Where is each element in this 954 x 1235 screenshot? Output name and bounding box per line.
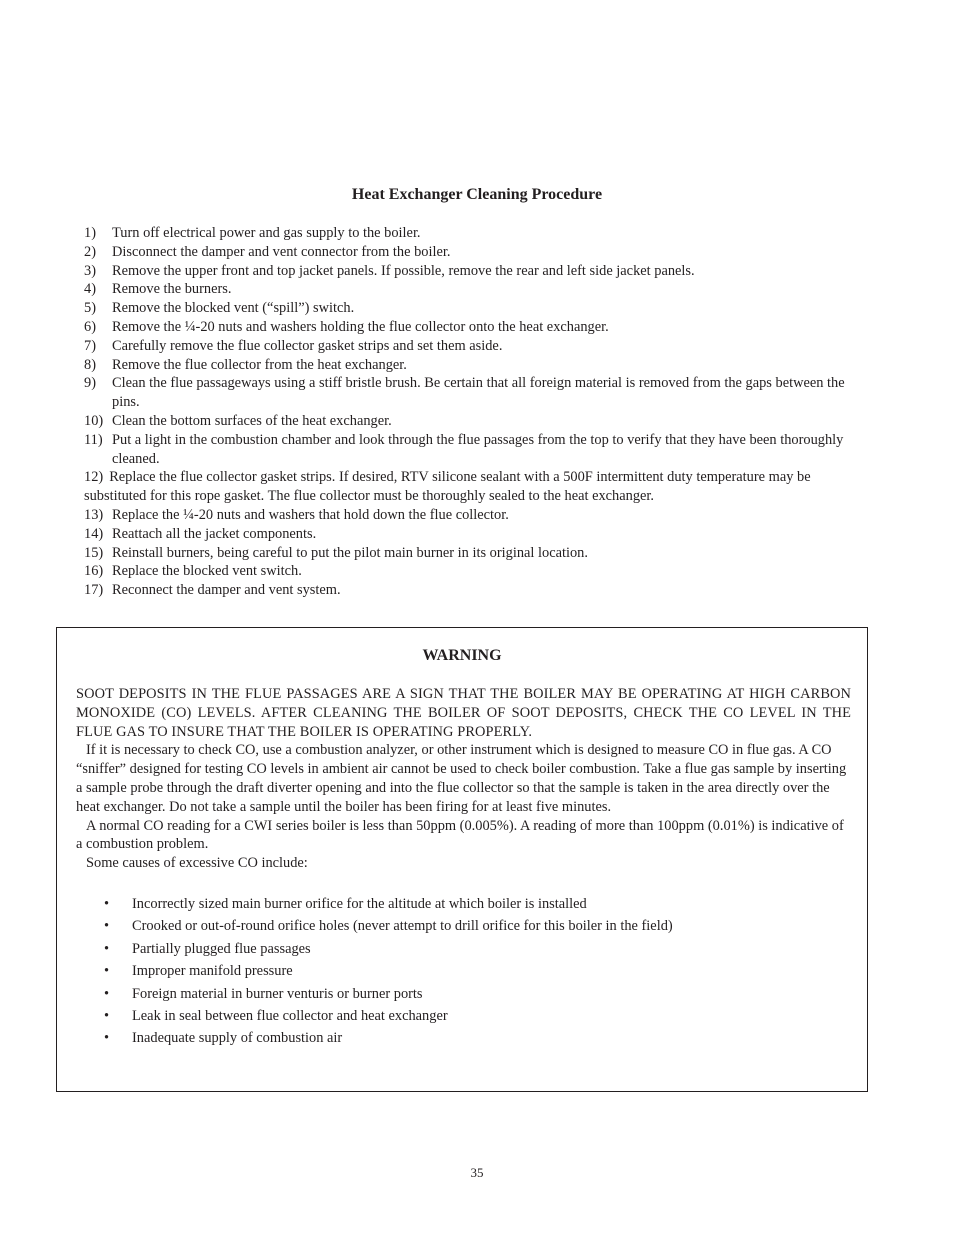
list-item — [104, 1027, 824, 1049]
bullet-icon: • — [104, 985, 110, 1002]
bullet-icon: • — [104, 896, 110, 912]
warning-caps-text: SOOT DEPOSITS IN THE FLUE PASSAGES ARE A SIGN THAT THE BOILER MAY BE OPERATING AT HIGH CARBON MONOXIDE (CO) LEVELS. AFTER CLEANING THE BOILER OF SOOT DEPOSITS, CHECK THE CO LEVEL IN THE FLUE GAS TO INSURE THAT THE BOILER IS OPERATING PROPERLY. — [76, 686, 851, 740]
step-item — [84, 243, 874, 262]
list-item-text: Foreign material in burner venturis or burner ports — [132, 985, 423, 1002]
step-item — [84, 562, 874, 581]
step-text: Replace the flue collector gasket strips. If desired, RTV silicone sealant with a 500F intermittent duty temperature may be substituted for this rope gasket. The flue collector must be thoroughly sealed to the heat exchanger. — [84, 469, 811, 505]
step-item — [84, 412, 874, 431]
step-item — [84, 337, 874, 356]
warning-box — [56, 627, 868, 1092]
list-item — [104, 960, 824, 982]
step-text: Clean the flue passageways using a stiff bristle brush. Be certain that all foreign material is removed from the gaps between the pins. — [112, 375, 845, 411]
step-item — [84, 581, 874, 600]
step-text: Remove the ¼-20 nuts and washers holding the flue collector onto the heat exchanger. — [112, 318, 609, 335]
list-item-text: Inadequate supply of combustion air — [132, 1030, 343, 1047]
step-item — [84, 318, 874, 337]
bullet-icon: • — [104, 1030, 110, 1047]
warning-paragraph: A normal CO reading for a CWI series boiler is less than 50ppm (0.005%). A reading of more than 100ppm (0.01%) is indicative of a combustion problem. — [76, 817, 844, 853]
list-item-text: Leak in seal between flue collector and heat exchanger — [132, 1007, 448, 1024]
list-item-text: Crooked or out-of-round orifice holes (never attempt to drill orifice for this boiler in the field) — [132, 918, 673, 935]
step-number: 14) — [84, 525, 104, 542]
step-number: 11) — [84, 431, 103, 448]
step-number: 3) — [84, 262, 96, 279]
bullet-icon: • — [104, 1007, 110, 1024]
step-text: Clean the bottom surfaces of the heat exchanger. — [112, 412, 392, 429]
step-text: Remove the burners. — [112, 281, 232, 298]
co-causes-list — [104, 893, 824, 1050]
warning-body — [76, 685, 851, 873]
step-item — [84, 262, 874, 281]
list-item-text: Partially plugged flue passages — [132, 940, 311, 957]
list-item — [104, 983, 824, 1005]
step-item — [84, 224, 874, 243]
step-text: Disconnect the damper and vent connector from the boiler. — [112, 243, 451, 260]
step-number: 13) — [84, 506, 104, 523]
step-text: Turn off electrical power and gas supply to the boiler. — [112, 225, 421, 241]
step-number: 10) — [84, 412, 104, 429]
step-text: Replace the blocked vent switch. — [112, 563, 302, 580]
step-text: Remove the flue collector from the heat exchanger. — [112, 356, 407, 373]
step-number: 8) — [84, 356, 96, 373]
bullet-icon: • — [104, 918, 110, 935]
warning-title: WARNING — [422, 647, 502, 664]
bullet-icon: • — [104, 940, 110, 957]
step-text: Remove the blocked vent (“spill”) switch. — [112, 300, 355, 317]
warning-paragraph: If it is necessary to check CO, use a combustion analyzer, or other instrument which is designed to measure CO in flue gas. A CO “sniffer” designed for testing CO levels in ambient air cannot be used to check boiler combustion. Take a flue gas sample by inserting a sample probe through the draft diverter opening and into the flue collector so that the sample is taken in the area directly over the heat exchanger. Do not take a sample until the boiler has been firing for at least five minutes. — [76, 742, 847, 815]
step-text: Reconnect the damper and vent system. — [112, 582, 341, 599]
procedure-steps — [84, 224, 874, 600]
step-number: 5) — [84, 300, 96, 317]
list-item — [104, 915, 824, 937]
step-number: 7) — [84, 337, 96, 354]
step-number: 4) — [84, 281, 96, 298]
step-number: 1) — [84, 225, 96, 241]
step-number: 17) — [84, 582, 104, 599]
step-item — [84, 468, 874, 506]
list-item — [104, 1005, 824, 1027]
list-item-text: Improper manifold pressure — [132, 963, 293, 980]
step-number: 15) — [84, 544, 104, 561]
step-number: 9) — [84, 375, 96, 392]
step-item — [84, 280, 874, 299]
list-item — [104, 938, 824, 960]
step-text: Reinstall burners, being careful to put the pilot main burner in its original location. — [112, 544, 588, 561]
step-text: Put a light in the combustion chamber and look through the flue passages from the top to verify that they have been thoroughly cleaned. — [112, 431, 844, 467]
step-number: 2) — [84, 243, 96, 260]
page-number: 35 — [470, 1165, 484, 1180]
step-text: Remove the upper front and top jacket panels. If possible, remove the rear and left side jacket panels. — [112, 262, 695, 279]
step-text: Reattach all the jacket components. — [112, 525, 317, 542]
step-item — [84, 544, 874, 563]
step-number: 6) — [84, 318, 96, 335]
warning-paragraph: Some causes of excessive CO include: — [86, 855, 308, 872]
step-text: Carefully remove the flue collector gasket strips and set them aside. — [112, 337, 503, 354]
bullet-icon: • — [104, 963, 110, 980]
step-number: 12) — [84, 469, 104, 486]
step-item — [84, 374, 874, 412]
step-number: 16) — [84, 563, 104, 580]
step-item — [84, 506, 874, 525]
page-title: Heat Exchanger Cleaning Procedure — [351, 186, 603, 203]
list-item — [104, 893, 824, 915]
step-item — [84, 525, 874, 544]
step-item — [84, 431, 874, 469]
list-item-text: Incorrectly sized main burner orifice for the altitude at which boiler is installed — [132, 896, 587, 912]
step-item — [84, 356, 874, 375]
step-item — [84, 299, 874, 318]
step-text: Replace the ¼-20 nuts and washers that hold down the flue collector. — [112, 506, 509, 523]
